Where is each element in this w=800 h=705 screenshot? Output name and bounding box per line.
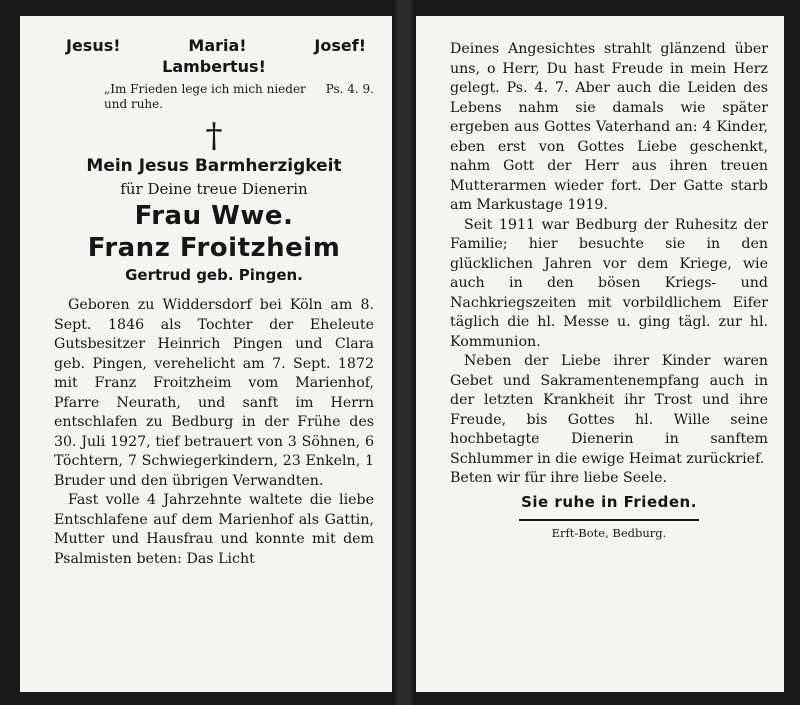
card-fold (396, 0, 412, 705)
invocation-josef: Josef! (314, 36, 366, 55)
right-panel (416, 16, 784, 692)
continuation-paragraph: Deines Angesichtes strahlt glänzend über uns, o Herr, Du hast Freude in mein Herz gelegt. Ps. 4. 7. Aber auch die Leiden des Lebens nahm sie damals wie später ergeben aus Gottes Vaterhand an: 4 Kinder, eben erst von Gottes Liebe geschenkt, nahm Gott der Herr aus ihren treuen Mutterarmen wieder fort. Der Gatte starb am Markustage 1919. (450, 41, 768, 213)
deceased-husband-name: Franz Froitzheim (87, 233, 341, 263)
psalm-quote (104, 82, 374, 112)
psalm-text: „Im Frieden lege ich mich nieder und ruhe. (104, 82, 306, 111)
invocation-jesus: Jesus! (66, 36, 121, 55)
servant-line: für Deine treue Dienerin (120, 180, 308, 198)
psalm-reference: Ps. 4. 9. (325, 82, 374, 96)
printer-credit: Erft-Bote, Bedburg. (551, 525, 667, 540)
biography-paragraph: Geboren zu Widdersdorf bei Köln am 8. Sept. 1846 als Tochter der Eheleute Gutsbesitzer Heinrich Pingen und Clara geb. Pingen, verehelicht am 7. Sept. 1872 mit Franz Froitzheim vom Marienhof, Pfarre Neurath, und sanft im Herrn entschlafen zu Bedburg in der Frühe des 30. Juli 1927, tief betrauert von 3 Söhnen, 6 Töchtern, 7 Schwiegerkindern, 23 Enkeln, 1 Bruder und den übrigen Verwandten. (54, 297, 374, 489)
invocation-lambertus: Lambertus! (162, 57, 266, 76)
divider-rule (519, 519, 699, 521)
marienhof-paragraph: Fast volle 4 Jahrzehnte waltete die liebe Entschlafene auf dem Marienhof als Gattin, Mutter und Hausfrau und konnte mit dem Psalmisten beten: Das Licht (54, 492, 374, 567)
prayer-line: Beten wir für ihre liebe Seele. (450, 470, 667, 486)
deceased-title: Frau Wwe. (134, 201, 294, 231)
right-body-text (450, 40, 768, 489)
left-body-text (54, 296, 374, 569)
rest-in-peace: Sie ruhe in Frieden. (521, 492, 697, 511)
deceased-birth-name: Gertrud geb. Pingen. (125, 266, 303, 284)
invocation-maria: Maria! (188, 36, 247, 55)
invocation-names (54, 36, 374, 56)
mercy-line: Mein Jesus Barmherzigkeit (86, 156, 342, 176)
faith-paragraph: Neben der Liebe ihrer Kinder waren Gebet und Sakramentenempfang auch in der letzten Krankheit ihr Trost und ihre Freude, bis Gottes hl. Wille seine hochbetagte Dienerin in sanftem Schlummer in die ewige Heimat zurückrief. (450, 353, 768, 467)
left-panel (20, 16, 392, 692)
cross-icon: † (205, 116, 223, 156)
bedburg-paragraph: Seit 1911 war Bedburg der Ruhesitz der Familie; hier besuchte sie in den glücklichen Jahren vor dem Kriege, wie auch in den bösen Kriegs- und Nachkriegszeiten mit vorbildlichem Eifer täglich die hl. Messe u. ging tägl. zur hl. Kommunion. (450, 216, 768, 350)
